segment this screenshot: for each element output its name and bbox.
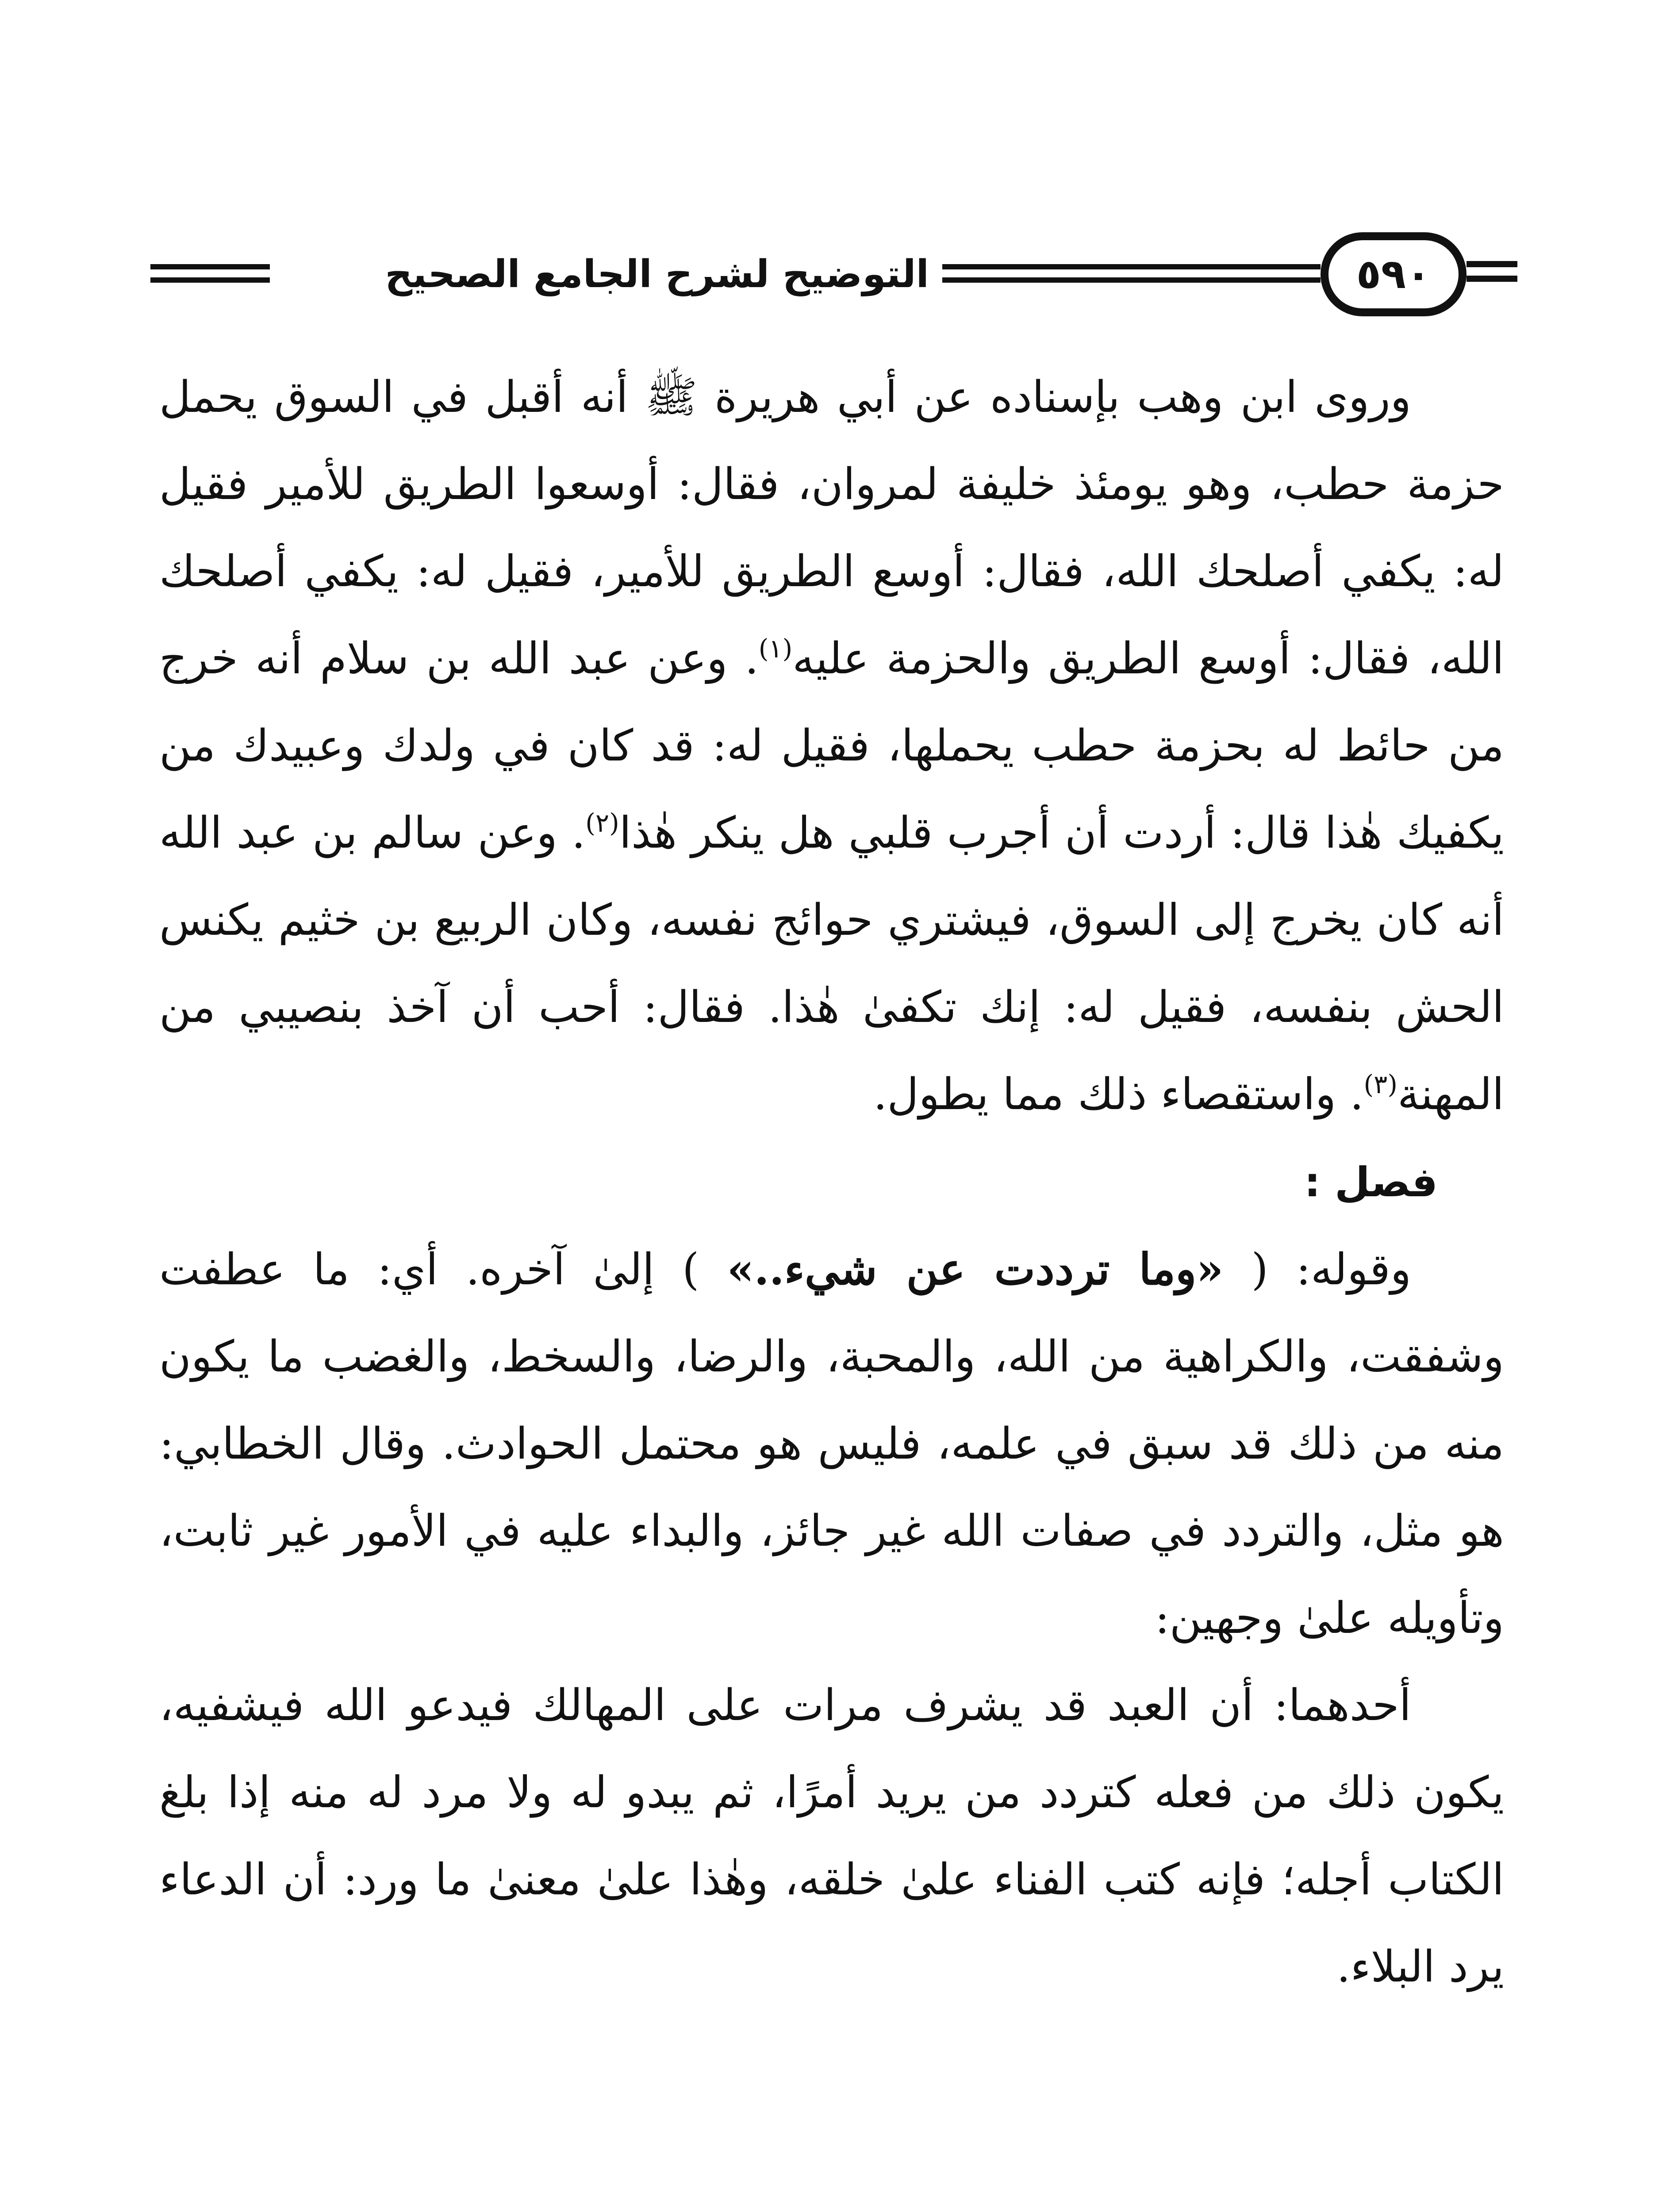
page-number: ٥٩٠ [1356,250,1431,298]
main-text [159,354,1504,2011]
paragraph-1-part-b: . وعن عبد الله بن سلام أنه خرج من حائط له بحزمة حطب يحملها، فقيل له: قد كان في ولدك وعبيدك من يكفيك هٰذا قال: أردت أن أجرب قلبي هل ينكر هٰذا [159,634,1505,858]
header-rule-right-bottom [1467,276,1517,282]
paragraph-3: أحدهما: أن العبد قد يشرف مرات على المهالك فيدعو الله فيشفيه، يكون ذلك من فعله كتردد من يريد أمرًا، ثم يبدو له ولا مرد له منه إذا بلغ الكتاب أجله؛ فإنه كتب الفناء علىٰ خلقه، وهٰذا علىٰ معنىٰ ما ورد: أن الدعاء يرد البلاء. [159,1680,1504,1992]
header-rule-right-top [1467,261,1517,267]
paragraph-1-part-d: . واستقصاء ذلك مما يطول. [873,1069,1364,1120]
footnote-ref-2: (٢) [585,808,619,838]
section-heading-row [159,1138,1504,1226]
paragraph-1-part-c: . وعن سالم بن عبد الله أنه كان يخرج إلى السوق، فيشتري حوائج نفسه، وكان الربيع بن خثيم يكنس الحش بنفسه، فقيل له: إنك تكفىٰ هٰذا. فقال: أحب أن آخذ بنصيبي من المهنة [159,808,1504,1120]
header-rule-left-bottom [150,277,270,283]
paragraph-2 [159,1226,1504,1662]
header-rule-middle-top [942,264,1321,269]
header-rule-left-top [150,264,270,269]
hadith-quote: «وما ترددت عن شيء..» [727,1244,1224,1295]
page-number-badge [1321,232,1467,316]
section-heading: فصل : [1304,1159,1438,1206]
paragraph-2-part-a: وقوله: ( [1251,1244,1412,1295]
header-title: التوضيح لشرح الجامع الصحيح [385,252,929,296]
paragraph-1-part-a: وروى ابن وهب بإسناده عن أبي هريرة ﷺ أنه أقبل في السوق يحمل حزمة حطب، وهو يومئذ خليفة لمروان، فقال: أوسعوا الطريق للأمير فقيل له: يكفي أصلحك الله، فقال: أوسع الطريق للأمير، فقيل له: يكفي أصلحك الله، فقال: أوسع الطريق والحزمة عليه [159,372,1504,684]
running-header [150,223,1517,330]
paragraph-1 [159,354,1504,1138]
footnote-ref-3: (٣) [1363,1069,1397,1099]
paragraph-2-part-b: ) إلىٰ آخره. أي: ما عطفت وشفقت، والكراهية من الله، والمحبة، والرضا، والسخط، والغضب ما يكون منه من ذلك قد سبق في علمه، فليس هو محتمل الحوادث. وقال الخطابي: هو مثل، والتردد في صفات الله غير جائز، والبداء عليه في الأمور غير ثابت، وتأويله علىٰ وجهين: [159,1244,1504,1644]
footnote-ref-1: (١) [758,634,793,664]
header-rule-middle-bottom [942,277,1321,283]
